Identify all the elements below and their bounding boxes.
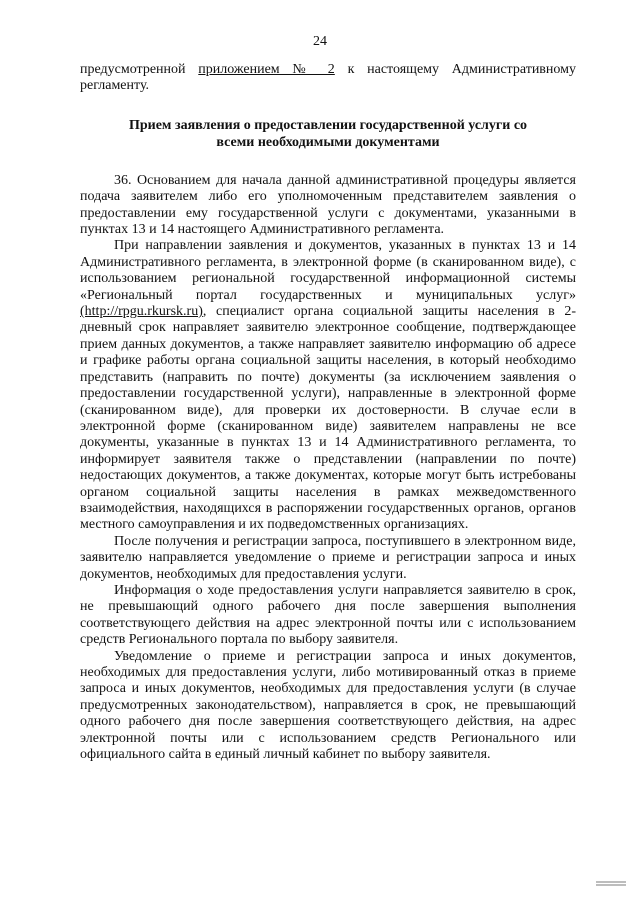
- section-heading: [80, 117, 576, 151]
- rpgu-portal-link[interactable]: (http://rpgu.rkursk.ru): [80, 304, 203, 320]
- document-body: [80, 62, 576, 763]
- section-heading-line-1: Прием заявления о предоставлении государственной услуги со: [128, 117, 528, 133]
- paragraph-electronic-submission: [80, 238, 576, 533]
- section-heading-line-2: всеми необходимыми документами: [216, 134, 440, 150]
- paragraph-registration: После получения и регистрации запроса, поступившего в электронном виде, заявителю направляется уведомление о приеме и регистрации запроса и иных документов, необходимых для предоставления услуги.: [80, 533, 576, 582]
- appendix-2-link[interactable]: приложением № 2: [198, 62, 335, 77]
- paragraph-notification: Уведомление о приеме и регистрации запроса и иных документов, необходимых для предоставления услуги, либо мотивированный отказ в приеме запроса и иных документов, необходимых для предоставления услуги (в случае предусмотренных законодательством), направляется в срок, не превышающий одного рабочего дня после завершения соответствующего действия, на адрес электронной почты или с использованием средств Регионального или официального сайта в единый личный кабинет по выбору заявителя.: [80, 648, 576, 763]
- intro-text-end: к настоящему Административному регламенту.: [80, 62, 577, 94]
- corner-scan-mark: [596, 880, 626, 888]
- electronic-submission-text-end: , специалист органа социальной защиты населения в 2-дневный срок направляет заявителю электронное сообщение, подтверждающее прием данных документов, а также направляет заявителю информацию об адресе и графике работы органа социальной защиты населения, в который необходимо представить (направить по почте) документы (за исключением заявления о предоставлении государственной услуги), направленные в электронной форме (сканированном виде), для проверки их достоверности. В случае если в электронной форме (сканированном виде) заявителем направлены не все документы, указанные в пунктах 13 и 14 Административного регламента, то информирует заявителя также о представлении (направлении по почте) недостающих документов, а также документах, которые могут быть истребованы органом социальной защиты населения в рамках межведомственного взаимодействия, находящихся в распоряжении государственных органов, органов местного самоуправления и их подведомственных организациях.: [80, 304, 576, 533]
- intro-text-start: предусмотренной: [80, 62, 199, 77]
- intro-paragraph: [80, 62, 576, 95]
- paragraph-36: 36. Основанием для начала данной административной процедуры является подача заявителем либо его уполномоченным представителем заявления о предоставлении ему государственной услуги с документами, указанными в пунктах 13 и 14 настоящего Административного регламента.: [80, 172, 576, 238]
- paragraph-progress-info: Информация о ходе предоставления услуги направляется заявителю в срок, не превышающий одного рабочего дня после завершения выполнения соответствующего действия на адрес электронной почты или с использованием средств Регионального портала по выбору заявителя.: [80, 582, 576, 648]
- page-number: 24: [313, 34, 327, 49]
- electronic-submission-text-start: При направлении заявления и документов, указанных в пунктах 13 и 14 Административного регламента, в электронной форме (в сканированном виде), с использованием региональной государственной информационной системы «Региональный портал государственных и муниципальных услуг»: [80, 238, 576, 303]
